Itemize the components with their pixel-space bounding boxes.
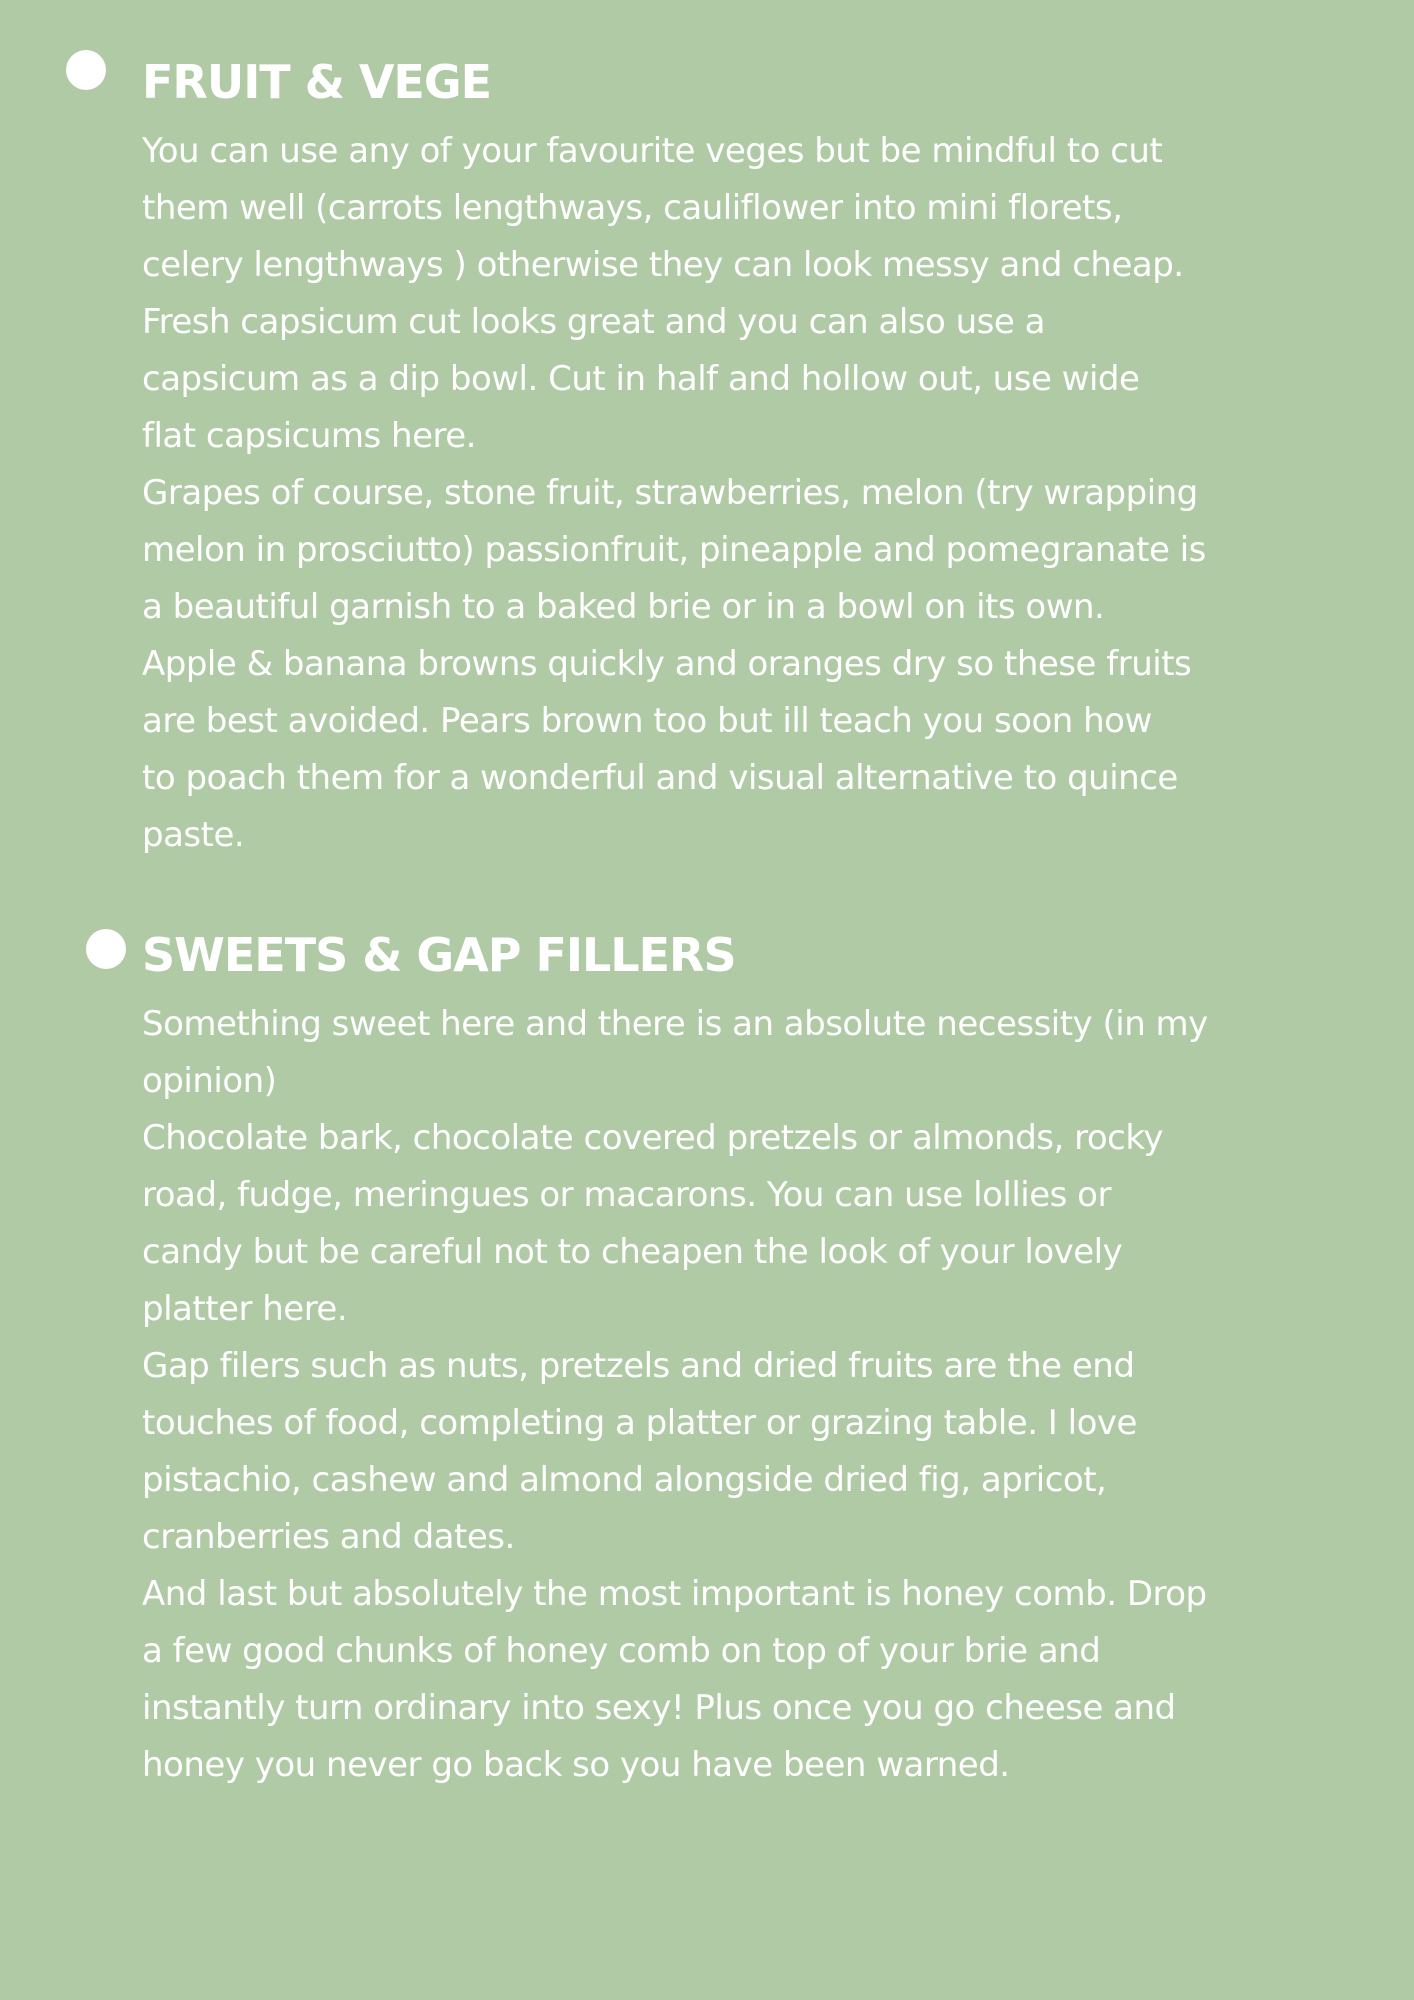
body-line: Chocolate bark, chocolate covered pretzels or almonds, rocky [142,1118,1163,1158]
body-line: Fresh capsicum cut looks great and you can also use a [142,302,1045,342]
body-line: Something sweet here and there is an absolute necessity (in my [142,1004,1208,1044]
body-line: opinion) [142,1061,277,1101]
body-line: touches of food, completing a platter or grazing table. I love [142,1403,1137,1443]
section-body [142,996,1382,1794]
body-line: flat capsicums here. [142,416,476,456]
body-line: cranberries and dates. [142,1517,515,1557]
body-line: honey you never go back so you have been warned. [142,1745,1010,1785]
body-line: instantly turn ordinary into sexy! Plus once you go cheese and [142,1688,1176,1728]
body-line: Gap filers such as nuts, pretzels and dried fruits are the end [142,1346,1135,1386]
body-line: candy but be careful not to cheapen the look of your lovely [142,1232,1123,1272]
body-line: road, fudge, meringues or macarons. You can use lollies or [142,1175,1111,1215]
section-heading: FRUIT & VEGE [142,55,492,109]
body-line: are best avoided. Pears brown too but ill teach you soon how [142,701,1152,741]
body-line: to poach them for a wonderful and visual alternative to quince [142,758,1178,798]
body-line: capsicum as a dip bowl. Cut in half and hollow out, use wide [142,359,1140,399]
section-heading: SWEETS & GAP FILLERS [142,928,736,982]
bullet-dot-icon [66,50,106,90]
body-line: You can use any of your favourite veges but be mindful to cut [142,131,1163,171]
bullet-dot-icon [86,929,126,969]
section-body [142,123,1382,864]
body-line: pistachio, cashew and almond alongside dried fig, apricot, [142,1460,1107,1500]
body-line: a beautiful garnish to a baked brie or in a bowl on its own. [142,587,1105,627]
body-line: Grapes of course, stone fruit, strawberries, melon (try wrapping [142,473,1198,513]
body-line: platter here. [142,1289,348,1329]
body-line: melon in prosciutto) passionfruit, pineapple and pomegranate is [142,530,1206,570]
body-line: a few good chunks of honey comb on top of your brie and [142,1631,1101,1671]
body-line: them well (carrots lengthways, cauliflower into mini florets, [142,188,1123,228]
body-line: Apple & banana browns quickly and oranges dry so these fruits [142,644,1192,684]
body-line: celery lengthways ) otherwise they can look messy and cheap. [142,245,1184,285]
body-line: And last but absolutely the most important is honey comb. Drop [142,1574,1207,1614]
body-line: paste. [142,815,245,855]
